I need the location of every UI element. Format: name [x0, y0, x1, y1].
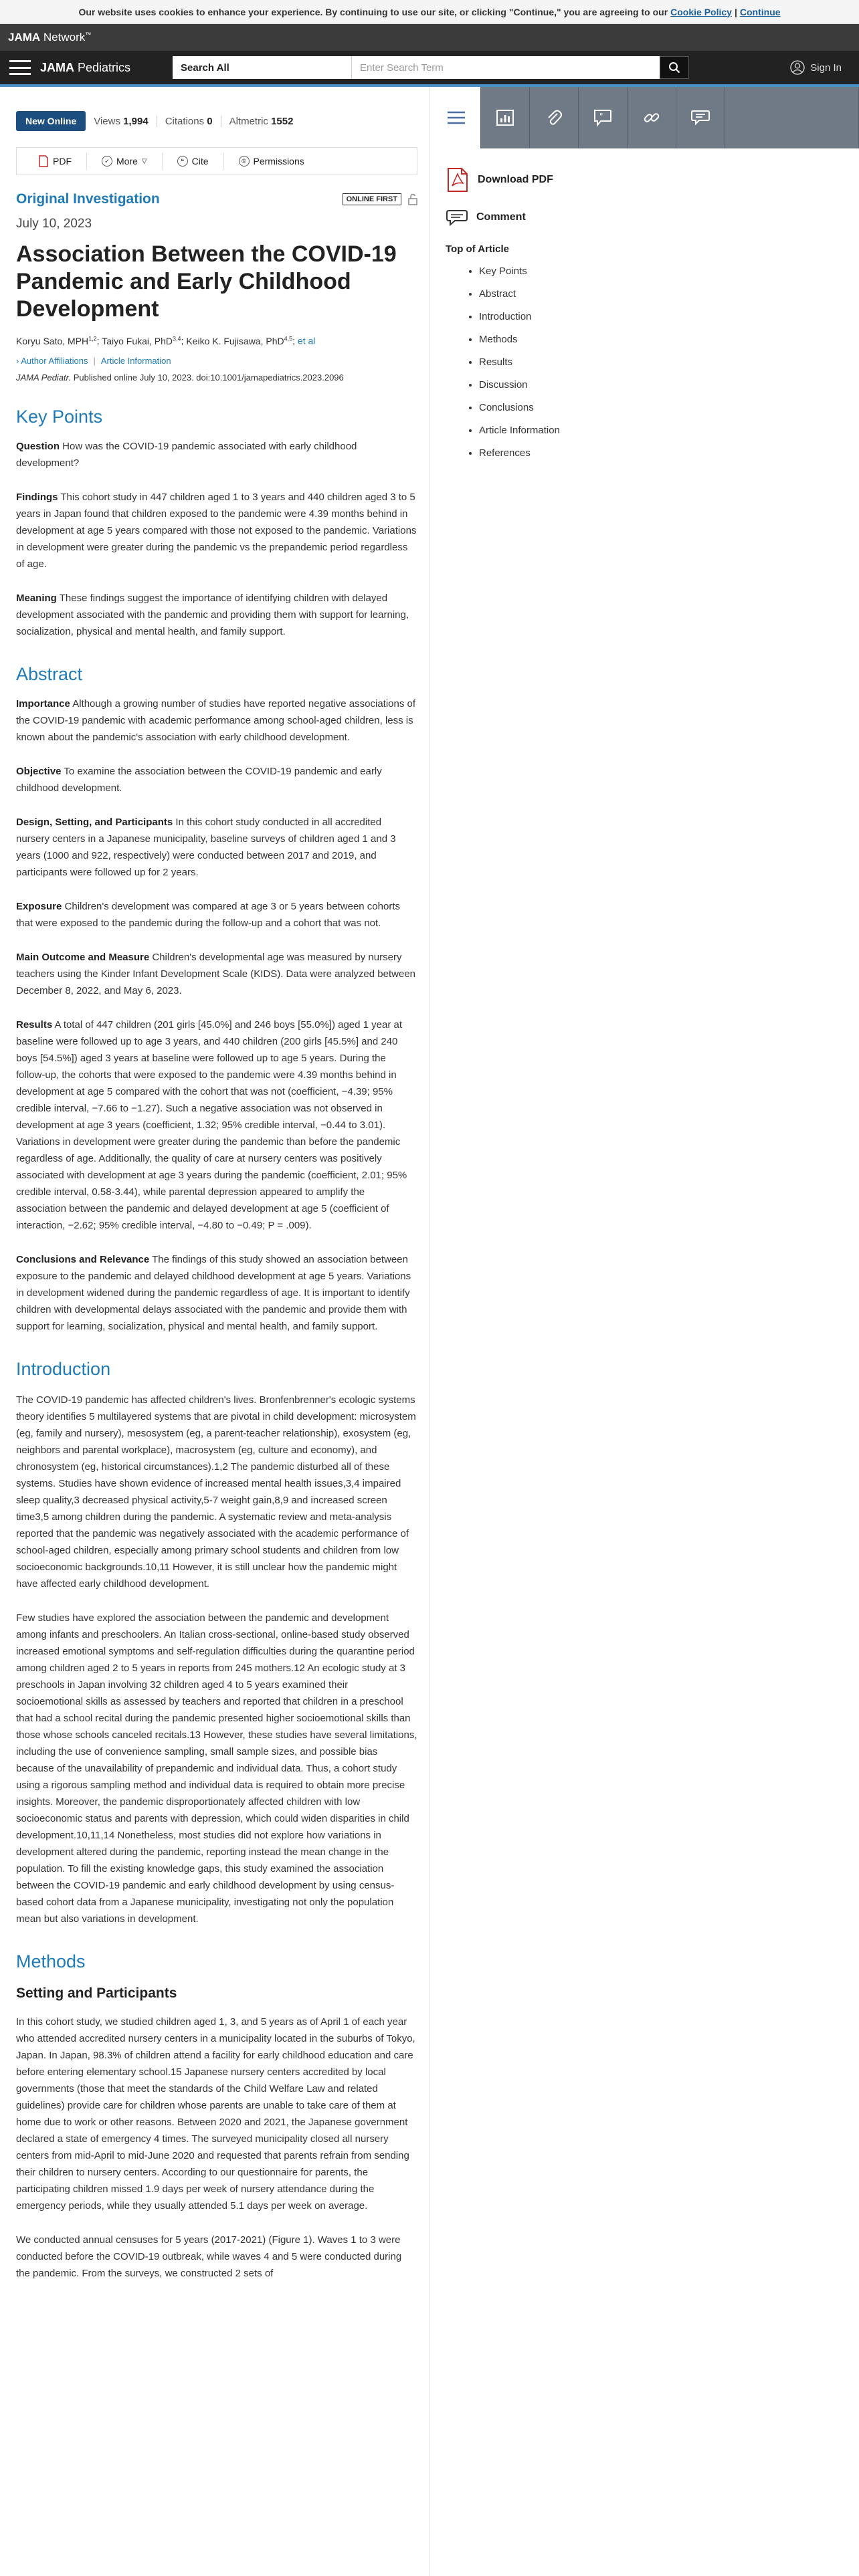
- pdf-icon: [446, 167, 470, 193]
- abstract-exposure: Exposure Children's development was compared at age 3 or 5 years between cohorts that were exposed to the pandemic during the follow-up and a cohort that was not.: [16, 900, 401, 929]
- pdf-button[interactable]: PDF: [23, 152, 87, 170]
- methods-paragraph-1: In this cohort study, we studied children aged 1, 3, and 5 years as of April 1 of each year who attended accredited nursery centers in a municipality located in the suburbs of Tokyo, Japan. In Japan, 98.3% of children attend a facility for early childhood education and care before entering elementary school.15 Japanese nursery centers accredited by local governments (those that meet the standards of the Child Welfare Law and related guidelines) provide care for children whose parents are unable to take care of them at home due to work or other reasons. Between 2020 and 2021, the Japanese government declared a state of emergency 4 times. The surveyed municipality closed all nursery centers from mid-April to mid-June 2020 and requested that parents refrain from sending their children to nursery centers. According to our questionnaire for parents, the participating children missed 1.9 days per week of nursery attendance during the emergency periods, while they usually attended 5.1 days per week on average.: [16, 2016, 415, 2212]
- article-main: [16, 87, 417, 2282]
- figure-icon: [496, 109, 514, 126]
- svg-text:": ": [599, 112, 603, 121]
- toc-tool[interactable]: [432, 87, 481, 148]
- et-al-link[interactable]: et al: [297, 335, 316, 346]
- citations-metric[interactable]: Citations 0: [157, 116, 213, 127]
- chevron-down-icon: ▽: [141, 157, 147, 165]
- article-type-row: [16, 191, 417, 207]
- article-action-bar: [16, 147, 417, 175]
- toc-item-conclusions[interactable]: • Conclusions: [479, 402, 834, 413]
- toc-item-key-points[interactable]: • Key Points: [479, 265, 834, 277]
- share-tool[interactable]: [676, 87, 725, 148]
- comment-icon: [446, 209, 468, 226]
- share-icon: ✓: [102, 156, 112, 167]
- cite-button[interactable]: ❝ Cite: [163, 152, 224, 170]
- toc-title: Top of Article: [446, 243, 509, 255]
- menu-icon[interactable]: [9, 60, 31, 75]
- abstract-importance: Importance Although a growing number of studies have reported negative associations of the COVID-19 pandemic with academic performance among school-aged children, less is known about the pandemic's association with early childhood development.: [16, 697, 416, 743]
- author-2[interactable]: Taiyo Fukai, PhD$^{3,4}$: [102, 335, 181, 346]
- cookie-continue-link[interactable]: Continue: [739, 6, 781, 17]
- search-input[interactable]: [352, 56, 660, 79]
- comment-label: Comment: [476, 211, 526, 223]
- network-logo[interactable]: JAMA Network™: [8, 31, 92, 43]
- citation-line: JAMA Pediatr. Published online July 10, 2023. doi:10.1001/jamapediatrics.2023.2096: [16, 372, 344, 383]
- quote-bubble-icon: [593, 108, 613, 127]
- key-points-meaning: Meaning These findings suggest the importance of identifying children with delayed development associated with the pandemic and providing them with support for learning, socialization, physical and mental health, and family support.: [16, 592, 409, 637]
- figures-tool[interactable]: [481, 87, 530, 148]
- more-button[interactable]: ✓ More ▽: [87, 152, 163, 170]
- methods-paragraph-2: We conducted annual censuses for 5 years (2017-2021) (Figure 1). Waves 1 to 3 were conducted before the COVID-19 outbreak, while waves 4 and 5 were conducted during the pandemic. From the surveys, we constructed 2 sets of: [16, 2234, 402, 2279]
- abstract-conclusions: Conclusions and Relevance The findings of this study showed an association between exposure to the pandemic and delayed childhood development at age 5 years. Variations in development widened during the pandemic regardless of age. It is important to identify children with developmental delays associated with the pandemic and provide them with support for learning, socialization, physical and mental health, and family support.: [16, 1253, 411, 1332]
- chat-bubble-icon: [690, 109, 710, 126]
- toc-item-discussion[interactable]: • Discussion: [479, 379, 834, 391]
- sign-in-button[interactable]: [790, 60, 842, 75]
- introduction-paragraph-2: Few studies have explored the association between the pandemic and development among infants and preschoolers. An Italian cross-sectional, online-based study observed increased emotional symptoms and self-regulation difficulties during the quarantine period among children aged 2 to 5 years in reports from 245 mothers.12 An ecologic study at 3 preschools in Japan involving 32 children aged 4 to 5 years examined their socioemotional skills as assessed by teachers and reported that children in a preschool that had a school recital during the pandemic presented higher socioemotional skills than those whose schools canceled recitals.13 However, these studies have several limitations, including the use of convenience sampling, small sample sizes, and possible bias because of the unavailability of prepandemic and individual data. Thus, a cohort study using a rigorous sampling method and individual data is required to obtain more precise insights. Moreover, the pandemic disproportionately affected children with low socioeconomic status and parents with depression, which could widen disparities in child development.10,11,14 Nonetheless, most studies did not explore how variations in development altered during the pandemic, reporting instead the mean change in the population. To fill the existing knowledge gaps, this study examined the association between the COVID-19 pandemic and early childhood development by using census-based cohort data from a Japanese municipality, investigating not only the population mean but also variations in development.: [16, 1612, 417, 1925]
- toc-list: [446, 265, 834, 459]
- list-icon: [446, 110, 466, 126]
- toc-item-introduction[interactable]: • Introduction: [479, 311, 834, 322]
- toc-item-article-information[interactable]: • Article Information: [479, 425, 834, 436]
- abstract-results: Results A total of 447 children (201 girls [45.0%] and 246 boys [55.0%]) aged 1 year at baseline were followed up to age 3 years, and 440 children (200 girls [45.5%] and 240 boys [54.5%]) aged 3 years at baseline were followed up to age 5 years. During the follow-up, the cohorts that were exposed to the pandemic were 4.39 months behind in development at age 5 compared with the cohort that was not (coefficient, −4.39; 95% credible interval, −7.66 to −1.27). Such a negative association was not observed in development at age 3 years (coefficient, 1.32; 95% credible interval, −0.44 to 3.01). Variations in development were greater during the pandemic than before the pandemic regardless of age. Additionally, the quality of care at nursery centers was positively associated with development at age 3 years during the pandemic (coefficient, 2.01; 95% credible interval, 0.58-3.44), while parental depression appeared to amplify the association between the pandemic and delayed development at age 5 (coefficient of interaction, −2.62; 95% credible interval, −4.80 to −0.49; P = .009).: [16, 1018, 407, 1231]
- cookie-policy-link[interactable]: Cookie Policy: [670, 6, 732, 17]
- download-pdf-link[interactable]: [446, 167, 834, 193]
- cookie-separator: |: [734, 6, 737, 17]
- key-points-question: Question How was the COVID-19 pandemic associated with early childhood development?: [16, 440, 357, 469]
- paperclip-icon: [545, 108, 563, 127]
- introduction-heading: Introduction: [16, 1358, 111, 1379]
- right-sidebar: [446, 167, 834, 470]
- cookie-text: Our website uses cookies to enhance your experience. By continuing to use our site, or clicking "Continue," you are agreeing to our: [78, 6, 668, 17]
- abstract-heading: Abstract: [16, 663, 83, 684]
- network-bar: [0, 24, 859, 51]
- abstract-design: Design, Setting, and Participants In this cohort study conducted in all accredited nursery centers in a Japanese municipality, baseline surveys of children aged 1 and 3 years (1000 and 922, respectively) were conducted between 2017 and 2019, and participants were followed up for 2 years.: [16, 816, 396, 878]
- toc-item-references[interactable]: • References: [479, 447, 834, 459]
- comments-tool[interactable]: [579, 87, 628, 148]
- article-type[interactable]: Original Investigation: [16, 191, 160, 207]
- author-3[interactable]: Keiko K. Fujisawa, PhD$^{4,5}$: [186, 335, 293, 346]
- comment-link[interactable]: [446, 209, 834, 226]
- key-points-heading: Key Points: [16, 406, 103, 427]
- views-metric: Views 1,994: [94, 115, 149, 127]
- toc-item-abstract[interactable]: • Abstract: [479, 288, 834, 300]
- author-1[interactable]: Koryu Sato, MPH$^{1,2}$: [16, 335, 97, 346]
- new-online-badge: New Online: [16, 111, 86, 131]
- toc-item-methods[interactable]: • Methods: [479, 334, 834, 345]
- introduction-paragraph-1: The COVID-19 pandemic has affected children's lives. Bronfenbrenner's ecologic systems theory identifies 5 multilayered systems that are pivotal in child development: microsystem (eg, family and nursery), mesosystem (eg, a parent-teacher relationship), exosystem (eg, neighbors and parental workplace), macrosystem (eg, culture and economy), and chronosystem (eg, historical circumstances).1,2 The pandemic disturbed all of these systems. Studies have shown evidence of increased mental health issues,3,4 impaired sleep quality,3 decreased physical activity,5-7 weight gain,8,9 and increased screen time3,5 among children during the pandemic. A systematic review and meta-analysis reported that the pandemic was negatively associated with the academic performance of school-aged children, especially among primary school students and children from low socioeconomic backgrounds.10,11 However, it is still unclear how the pandemic might have affected early childhood development.: [16, 1394, 416, 1590]
- abstract-outcome: Main Outcome and Measure Children's developmental age was measured by nursery teachers using the Kinder Infant Development Scale (KIDS). Data were analyzed between December 8, 2022, and May 6, 2023.: [16, 951, 415, 996]
- article-metrics: [16, 111, 417, 131]
- download-pdf-label: Download PDF: [478, 174, 553, 185]
- publication-date: July 10, 2023: [16, 217, 92, 231]
- quote-icon: ❝: [177, 156, 188, 167]
- sign-in-label: Sign In: [810, 62, 842, 74]
- copyright-icon: ©: [239, 156, 250, 167]
- article-information-link[interactable]: Article Information: [100, 355, 171, 366]
- article-tools-toolbar: [432, 87, 859, 148]
- search-bar: [173, 56, 689, 79]
- journal-title[interactable]: JAMA Pediatrics: [40, 60, 131, 74]
- user-icon: [790, 60, 805, 75]
- search-icon: [668, 62, 680, 74]
- toc-item-results[interactable]: • Results: [479, 356, 834, 368]
- altmetric-metric[interactable]: Altmetric 1552: [221, 116, 294, 127]
- key-points-findings: Findings This cohort study in 447 children aged 1 to 3 years and 440 children aged 3 to 5 years in Japan found that children exposed to the pandemic were 4.39 months behind in development at age 5 years compared with those not exposed to the pandemic. Variations in development were greater during the pandemic vs the prepandemic period regardless of age.: [16, 491, 417, 570]
- chevron-right-icon: ›: [16, 355, 19, 366]
- supplements-tool[interactable]: [530, 87, 579, 148]
- affiliation-separator: |: [93, 355, 96, 366]
- search-scope-select[interactable]: Search All: [173, 56, 352, 79]
- author-list: Koryu Sato, MPH$^{1,2}$; Taiyo Fukai, PhD$^{3,4}$; Keiko K. Fujisawa, PhD$^{4,5}$; et al: [16, 335, 316, 346]
- search-button[interactable]: [660, 56, 689, 79]
- permissions-button[interactable]: © Permissions: [224, 152, 319, 170]
- toolbar-spacer: [725, 87, 859, 148]
- unlock-icon: [408, 193, 417, 205]
- affiliation-links: [16, 356, 417, 366]
- cookie-banner: [0, 0, 859, 24]
- methods-heading: Methods: [16, 1951, 86, 1971]
- methods-subheading: Setting and Participants: [16, 1985, 177, 2001]
- online-first-badge: ONLINE FIRST: [343, 193, 401, 205]
- journal-header: [0, 51, 859, 84]
- abstract-objective: Objective To examine the association between the COVID-19 pandemic and early childhood development.: [16, 765, 382, 794]
- related-tool[interactable]: [628, 87, 676, 148]
- author-affiliations-link[interactable]: › Author Affiliations: [16, 355, 88, 366]
- pdf-small-icon: [38, 155, 49, 167]
- link-icon: [642, 108, 661, 127]
- article-title: Association Between the COVID-19 Pandemic and Early Childhood Development: [16, 241, 397, 322]
